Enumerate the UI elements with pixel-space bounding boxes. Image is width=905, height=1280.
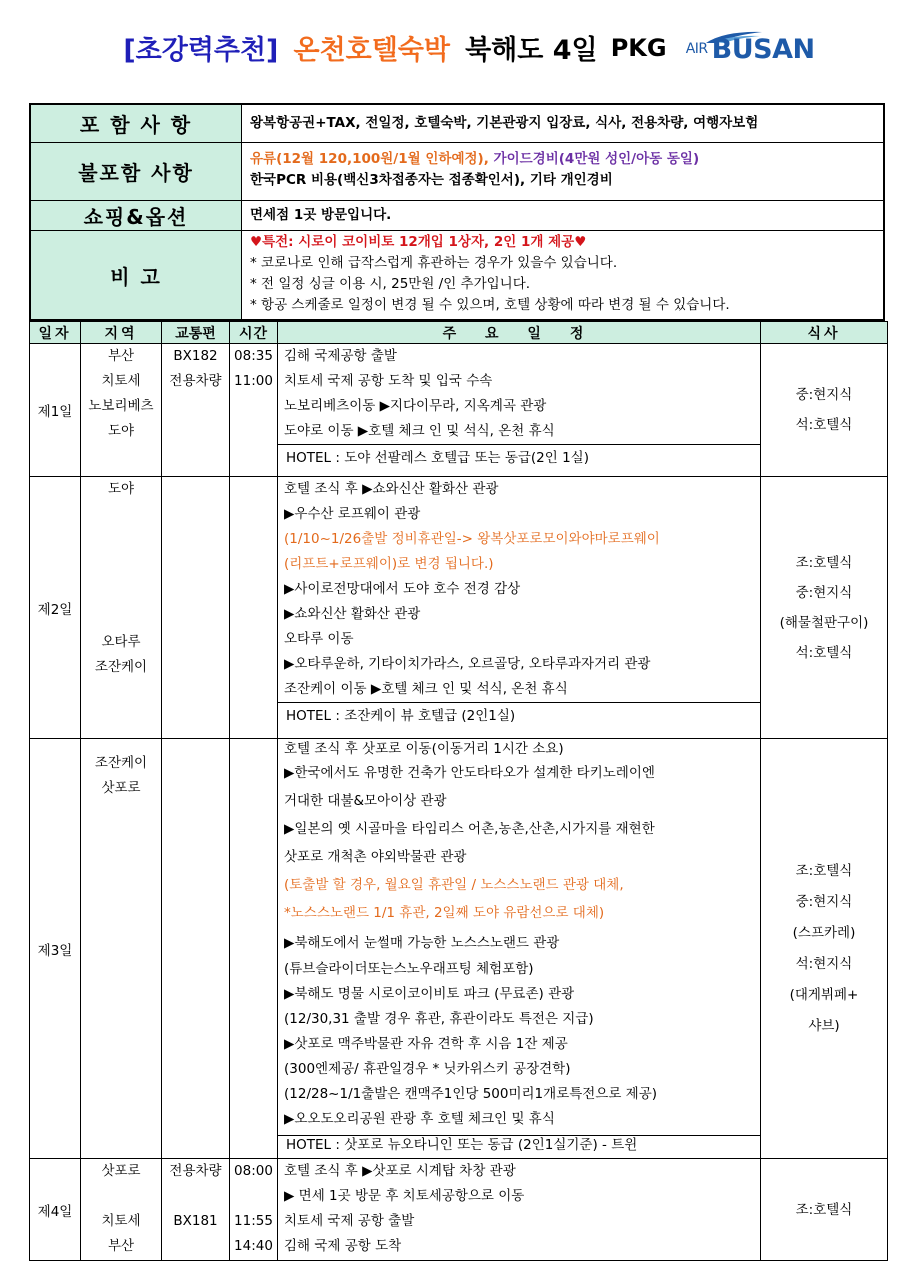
excluded-fuel: 유류(12월 120,100원/1월 인하예정),: [250, 151, 489, 167]
day1-itinerary: [278, 344, 761, 477]
region: 치토세: [101, 373, 141, 389]
day3-regions: [81, 739, 162, 1159]
shopping-label: 쇼핑&옵션: [31, 201, 242, 230]
day3-itinerary: [278, 739, 761, 1159]
region: 조잔케이: [94, 659, 148, 675]
day1-meals: [761, 344, 888, 477]
transport: 전용차량: [169, 373, 222, 389]
header-main: 주 요 일 정: [278, 322, 761, 344]
schedule-header-row: [30, 322, 888, 344]
time: 08:35: [234, 348, 273, 364]
itinerary-line: ▶북해도에서 눈썰매 가능한 노스스노랜드 관광: [284, 935, 560, 951]
excluded-guide: 가이드경비(4만원 성인/아동 동일): [493, 151, 700, 167]
meal: 중:현지식: [795, 387, 853, 403]
day4-row: [30, 1159, 888, 1261]
meal: 중:현지식: [795, 893, 853, 910]
remarks-line: * 항공 스케줄로 일정이 변경 될 수 있으며, 호텔 상황에 따라 변경 될 수 있습니다.: [250, 297, 730, 313]
day4-transport: [162, 1159, 230, 1261]
shopping-value: 면세점 1곳 방문입니다.: [250, 207, 392, 223]
itinerary-line: *노스스노랜드 1/1 휴관, 2일째 도야 유람선으로 대체): [284, 905, 605, 921]
day2-regions: [81, 477, 162, 739]
page-title: [0, 28, 905, 78]
logo-air: AIR: [685, 41, 708, 57]
itinerary-line: 치토세 국제 공항 출발: [284, 1213, 415, 1229]
itinerary-line: (토출발 할 경우, 월요일 휴관일 / 노스스노랜드 관광 대체,: [284, 877, 624, 893]
included-row: [31, 105, 883, 143]
meal: 샤브): [808, 1017, 840, 1034]
remarks-value: [242, 231, 883, 319]
excluded-label: 불포함 사항: [31, 143, 242, 200]
day4-meals: [761, 1159, 888, 1261]
remarks-row: [31, 231, 883, 319]
day3-row: [30, 739, 888, 1159]
time: 11:55: [234, 1213, 273, 1229]
itinerary-line: ▶쇼와신산 활화산 관광: [284, 606, 421, 622]
itinerary-line: (튜브슬라이더또는스노우래프팅 체험포함): [284, 961, 534, 977]
meal: 조:호텔식: [795, 554, 853, 571]
itinerary-line: ▶한국에서도 유명한 건축가 안도타타오가 설계한 타키노레이엔: [284, 765, 655, 781]
remarks-line: * 코로나로 인해 급작스럽게 휴관하는 경우가 있을수 있습니다.: [250, 255, 618, 271]
day4-times: [230, 1159, 278, 1261]
title-tag: [초강력추천]: [123, 35, 279, 66]
day3-label: 제3일: [30, 739, 81, 1159]
region: 조잔케이: [94, 755, 148, 771]
title-hotel: 온천호텔숙박: [293, 35, 450, 66]
schedule-table: [29, 321, 888, 1261]
remarks-label: 비 고: [31, 231, 242, 319]
remarks-line: * 전 일정 싱글 이용 시, 25만원 /인 추가입니다.: [250, 276, 531, 292]
region: 치토세: [101, 1213, 141, 1229]
meal: (대게뷔페+: [789, 986, 859, 1003]
day2-itinerary: [278, 477, 761, 739]
meal: 석:호텔식: [795, 417, 853, 433]
itinerary-line: 거대한 대불&모아이상 관광: [284, 793, 447, 809]
transport: 전용차량: [169, 1163, 222, 1179]
shopping-row: [31, 201, 883, 231]
day1-hotel: HOTEL : 도야 선팔레스 호텔급 또는 동급(2인 1실): [278, 444, 760, 470]
header-region: 지역: [81, 322, 162, 344]
airbusan-logo: [685, 29, 815, 67]
itinerary-line: 삿포로 개척촌 야외박물관 관광: [284, 849, 467, 865]
day2-row: [30, 477, 888, 739]
meal: 중:현지식: [795, 584, 853, 601]
day1-row: [30, 344, 888, 477]
transport: BX182: [173, 348, 218, 364]
itinerary-line: 노보리베츠이동 ▶지다이무라, 지옥계곡 관광: [284, 398, 547, 414]
excluded-line2: 한국PCR 비용(백신3차접종자는 접종확인서), 기타 개인경비: [250, 172, 613, 188]
meal: 석:호텔식: [795, 644, 853, 661]
itinerary-line: ▶일본의 옛 시골마을 타임리스 어촌,농촌,산촌,시가지를 재현한: [284, 821, 655, 837]
day4-itinerary: [278, 1159, 761, 1261]
info-table: [29, 103, 885, 321]
itinerary-line: (12/30,31 출발 경우 휴관, 휴관이라도 특전은 지급): [284, 1011, 594, 1027]
day4-regions: [81, 1159, 162, 1261]
header-time: 시간: [230, 322, 278, 344]
time: 08:00: [234, 1163, 273, 1179]
meal: 조:호텔식: [795, 1201, 853, 1218]
itinerary-line: 김해 국제공항 출발: [284, 348, 397, 364]
included-label: 포 함 사 항: [31, 105, 242, 142]
itinerary-line: 오타루 이동: [284, 631, 354, 647]
day3-meals: [761, 739, 888, 1159]
region: 부산: [107, 1238, 135, 1254]
time: 11:00: [234, 373, 273, 389]
itinerary-line: 호텔 조식 후 ▶삿포로 시계탑 차창 관광: [284, 1163, 516, 1179]
itinerary-line: (300엔제공/ 휴관일경우 * 닛카위스키 공장견학): [284, 1061, 571, 1077]
day3-hotel: HOTEL : 삿포로 뉴오타니인 또는 동급 (2인1실기준) - 트윈: [278, 1135, 760, 1154]
meal: (해물철판구이): [779, 614, 869, 631]
day2-meals: [761, 477, 888, 739]
logo-busan: BUSAN: [711, 33, 815, 65]
day2-label: 제2일: [30, 477, 81, 739]
included-value: 왕복항공권+TAX, 전일정, 호텔숙박, 기본관광지 입장료, 식사, 전용차량, 여행자보험: [250, 115, 759, 131]
itinerary-line: ▶오타루운하, 기타이치가라스, 오르골당, 오타루과자거리 관광: [284, 656, 651, 672]
itinerary-line: 도야로 이동 ▶호텔 체크 인 및 석식, 온천 휴식: [284, 423, 555, 439]
excluded-value: [242, 143, 883, 200]
itinerary-line: ▶우수산 로프웨이 관광: [284, 506, 421, 522]
itinerary-line: 조잔케이 이동 ▶호텔 체크 인 및 석식, 온천 휴식: [284, 681, 568, 697]
remarks-special: ♥특전: 시로이 코이비토 12개입 1상자, 2인 1개 제공♥: [250, 234, 587, 250]
itinerary-line: (12/28~1/1출발은 캔맥주1인당 500미리1개로특전으로 제공): [284, 1086, 658, 1102]
meal: (스프카레): [792, 924, 856, 941]
day2-hotel: HOTEL : 조잔케이 뷰 호텔급 (2인1실): [278, 702, 760, 728]
meal: 조:호텔식: [795, 862, 853, 879]
itinerary-line: ▶사이로전망대에서 도야 호수 전경 감상: [284, 581, 521, 597]
title-pkg: PKG: [610, 33, 667, 62]
title-destination: 북해도 4일: [465, 35, 598, 66]
region: 부산: [107, 348, 135, 364]
excluded-row: [31, 143, 883, 201]
region: 도야: [107, 481, 135, 497]
itinerary-line: ▶북해도 명물 시로이코이비토 파크 (무료존) 관광: [284, 986, 575, 1002]
region: 삿포로: [101, 780, 141, 796]
itinerary-line: 김해 국제 공항 도착: [284, 1238, 402, 1254]
itinerary-line: 호텔 조식 후 ▶쇼와신산 활화산 관광: [284, 481, 499, 497]
itinerary-line: (리프트+로프웨이)로 변경 됩니다.): [284, 556, 494, 572]
itinerary-line: 치토세 국제 공항 도착 및 입국 수속: [284, 373, 493, 389]
itinerary-line: 호텔 조식 후 삿포로 이동(이동거리 1시간 소요): [284, 741, 564, 757]
transport: BX181: [173, 1213, 218, 1229]
day4-label: 제4일: [30, 1159, 81, 1261]
region: 노보리베츠: [88, 398, 154, 414]
itinerary-line: ▶삿포로 맥주박물관 자유 견학 후 시음 1잔 제공: [284, 1036, 568, 1052]
itinerary-line: (1/10~1/26출발 정비휴관일-> 왕복삿포로모이와야마로프웨이: [284, 531, 660, 547]
header-day: 일자: [30, 322, 81, 344]
time: 14:40: [234, 1238, 273, 1254]
region: 도야: [107, 423, 135, 439]
region: 오타루: [101, 634, 141, 650]
meal: 석:현지식: [795, 955, 853, 972]
day1-times: [230, 344, 278, 477]
itinerary-line: ▶오오도오리공원 관광 후 호텔 체크인 및 휴식: [284, 1111, 555, 1127]
itinerary-line: ▶ 면세 1곳 방문 후 치토세공항으로 이동: [284, 1188, 525, 1204]
header-transport: 교통편: [162, 322, 230, 344]
header-meal: 식사: [761, 322, 888, 344]
day1-label: 제1일: [30, 344, 81, 477]
day1-transport: [162, 344, 230, 477]
region: 삿포로: [101, 1163, 141, 1179]
day1-regions: [81, 344, 162, 477]
